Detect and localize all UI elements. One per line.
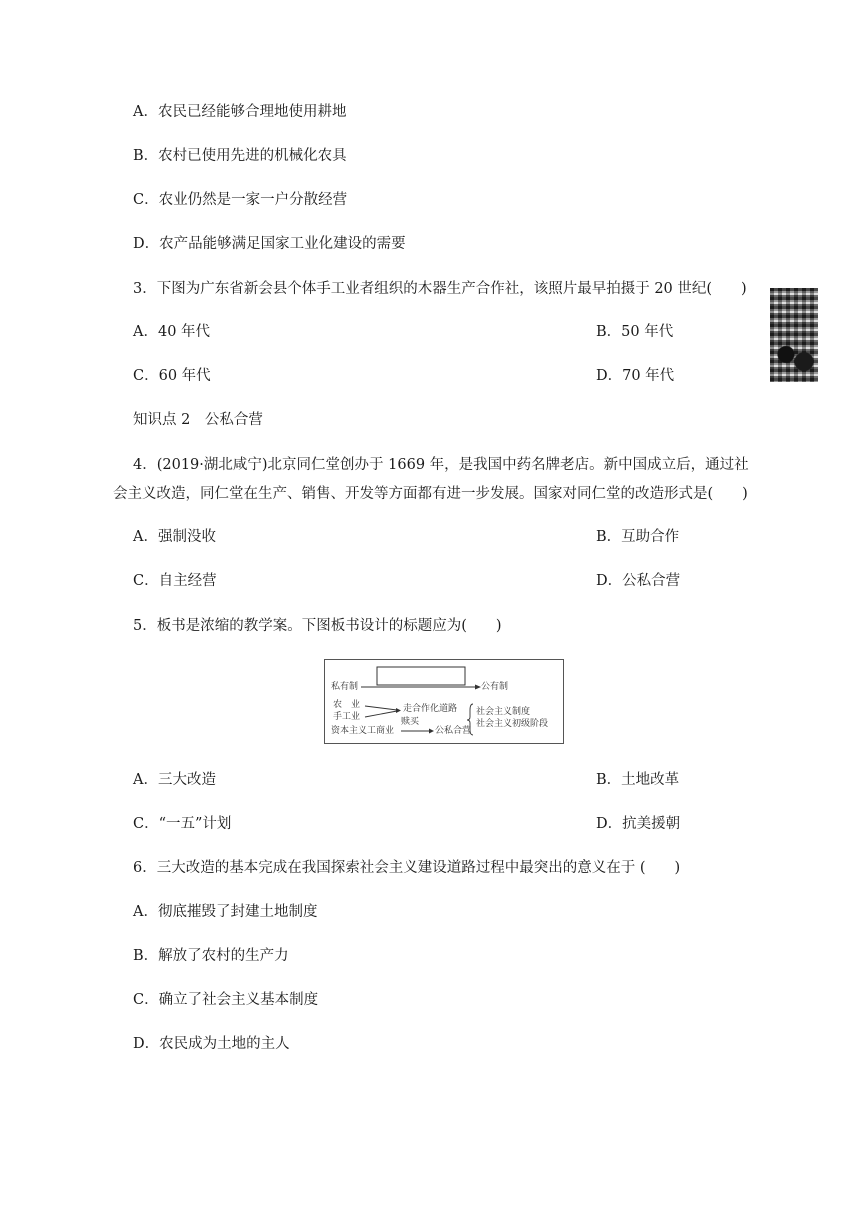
q4-stem-line2: 会主义改造，同仁堂在生产、销售、开发等方面都有进一步发展。国家对同仁堂的改造形式是( ) <box>113 486 748 502</box>
q3-stem: 3．下图为广东省新会县个体手工业者组织的木器生产合作社，该照片最早拍摄于 20 世纪( ) <box>133 281 747 297</box>
q3-option-a: A．40 年代 <box>133 324 211 340</box>
q5-option-b: B．土地改革 <box>596 772 680 788</box>
q2-option-a: A．农民已经能够合理地使用耕地 <box>133 104 347 120</box>
q5-option-d: D．抗美援朝 <box>596 816 681 832</box>
diagram-private: 私有制 <box>331 682 359 692</box>
q4-stem-line1: 4．(2019·湖北咸宁)北京同仁堂创办于 1669 年，是我国中药名牌老店。新中国成立后，通过社 <box>133 457 749 473</box>
q3-option-d: D．70 年代 <box>596 368 675 384</box>
blackboard-diagram <box>324 659 564 744</box>
q4-option-d: D．公私合营 <box>596 573 681 589</box>
diagram-stage: 社会主义初级阶段 <box>476 719 549 729</box>
q2-option-b: B．农村已使用先进的机械化农具 <box>133 148 347 164</box>
q5-option-a: A．三大改造 <box>133 772 216 788</box>
diagram-cooperative: 走合作化道路 <box>403 704 458 714</box>
q6-stem: 6．三大改造的基本完成在我国探索社会主义建设道路过程中最突出的意义在于 ( ) <box>133 860 681 876</box>
q4-option-c: C．自主经营 <box>133 573 217 589</box>
q6-option-b: B．解放了农村的生产力 <box>133 948 289 964</box>
q6-option-a: A．彻底摧毁了封建土地制度 <box>133 904 318 920</box>
diagram-capitalist: 资本主义工商业 <box>331 726 395 736</box>
q5-option-c: C．“一五”计划 <box>133 816 232 832</box>
q2-option-d: D．农产品能够满足国家工业化建设的需要 <box>133 236 406 252</box>
section-heading: 知识点 2 公私合营 <box>133 412 263 428</box>
diagram-handicraft: 手工业 <box>333 712 361 722</box>
q6-option-d: D．农民成为土地的主人 <box>133 1036 290 1052</box>
woodwork-cooperative-photo <box>770 288 818 382</box>
diagram-joint: 公私合营 <box>435 726 472 736</box>
q3-option-b: B．50 年代 <box>596 324 674 340</box>
q4-option-a: A．强制没收 <box>133 529 216 545</box>
diagram-redemption: 赎买 <box>401 717 420 727</box>
diagram-public: 公有制 <box>481 682 509 692</box>
q4-option-b: B．互助合作 <box>596 529 680 545</box>
diagram-agriculture: 农 业 <box>333 700 361 710</box>
q6-option-c: C．确立了社会主义基本制度 <box>133 992 319 1008</box>
q5-stem: 5．板书是浓缩的教学案。下图板书设计的标题应为( ) <box>133 618 502 634</box>
diagram-system: 社会主义制度 <box>476 707 531 717</box>
q3-option-c: C．60 年代 <box>133 368 211 384</box>
q2-option-c: C．农业仍然是一家一户分散经营 <box>133 192 348 208</box>
